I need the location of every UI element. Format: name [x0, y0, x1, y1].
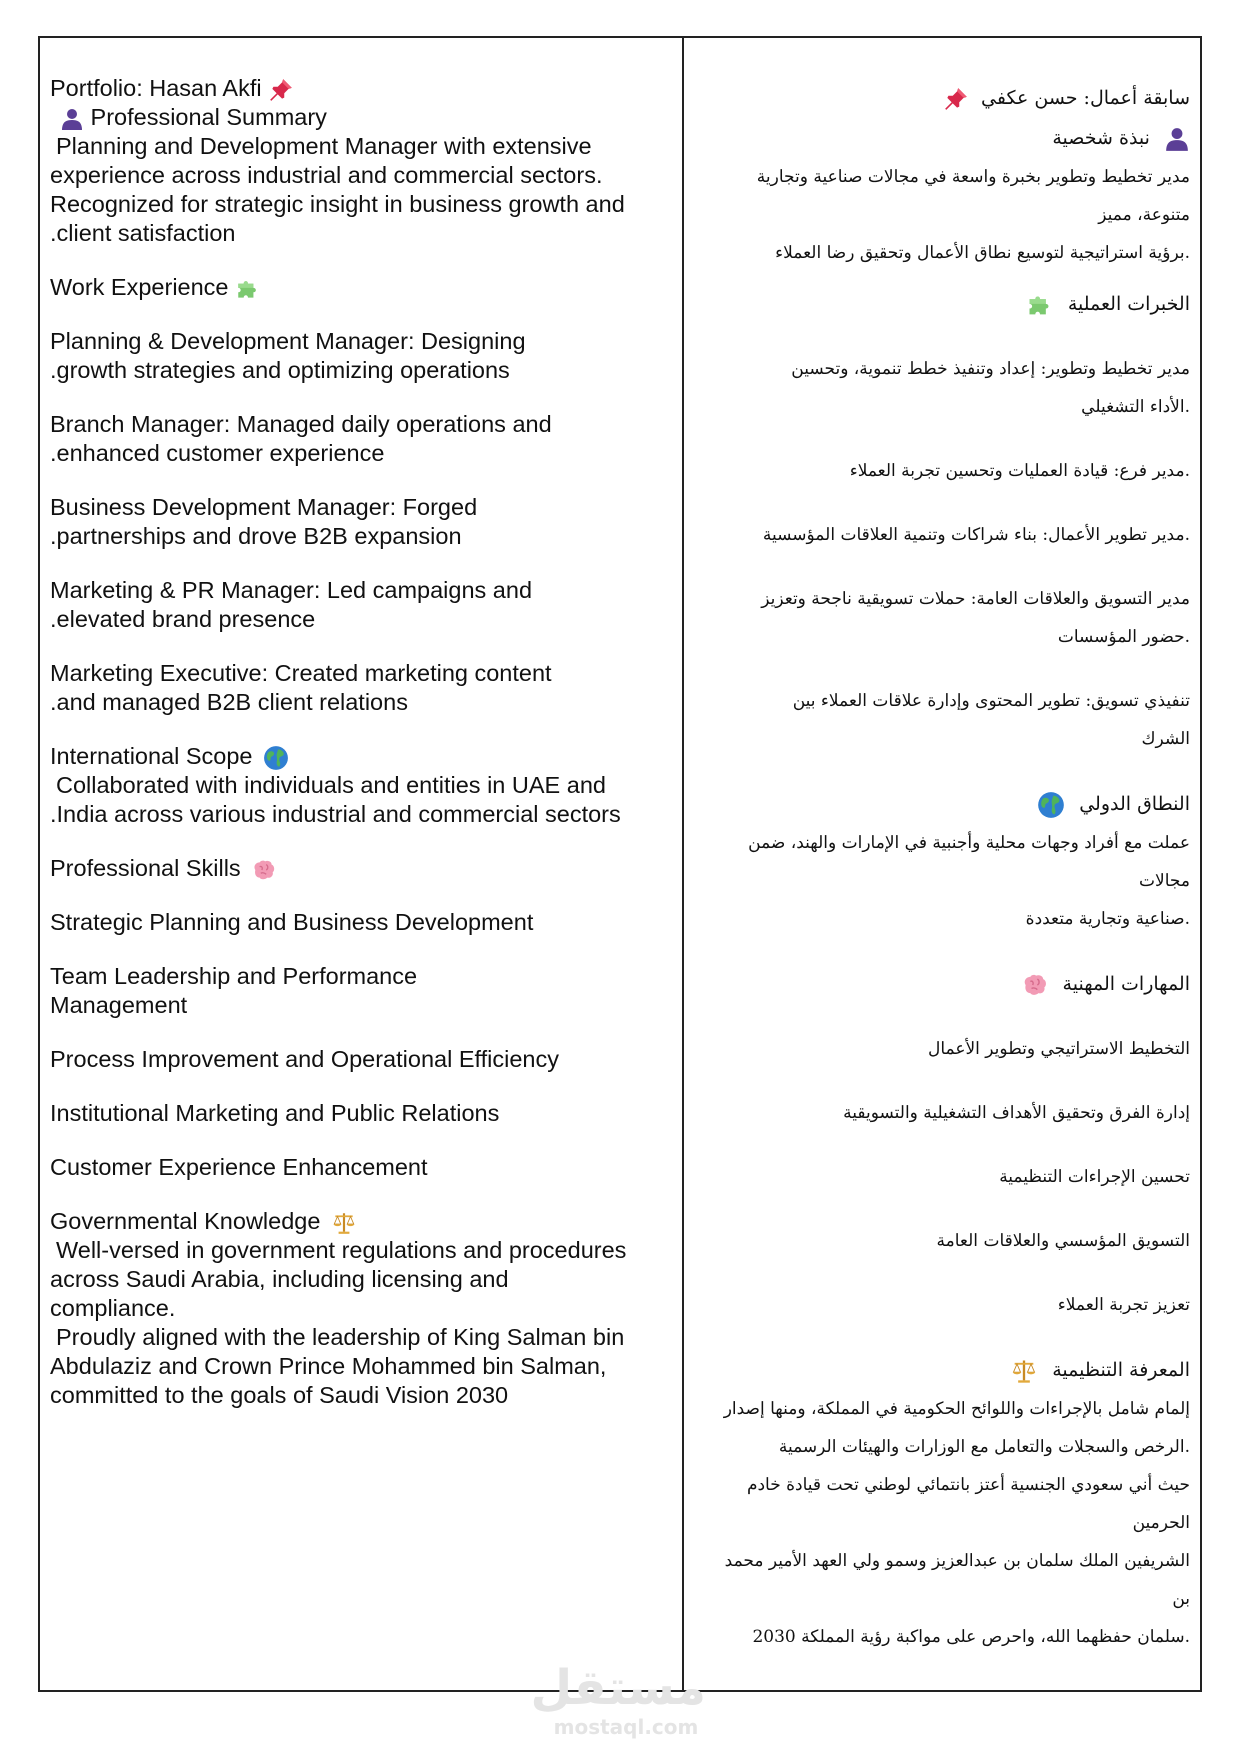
gov-heading-text: Governmental Knowledge	[50, 1208, 321, 1234]
document-frame	[38, 36, 1202, 1692]
arabic-experience-line: تنفيذي تسويق: تطوير المحتوى وإدارة علاقات العملاء بين	[792, 691, 1190, 711]
person-silhouette-icon	[60, 107, 84, 131]
arabic-title-text: سابقة أعمال: حسن عكفي	[981, 87, 1190, 109]
person-silhouette-icon	[1164, 126, 1190, 152]
mostaql-watermark	[530, 1660, 706, 1739]
puzzle-piece-icon	[1026, 291, 1054, 319]
gov-line: compliance.	[50, 1295, 176, 1321]
summary-heading	[50, 103, 670, 132]
arabic-gov-heading	[702, 1350, 1190, 1390]
experience-line: Planning & Development Manager: Designing	[50, 328, 526, 354]
balance-scale-icon	[331, 1210, 357, 1236]
arabic-scope-line: عملت مع أفراد وجهات محلية وأجنبية في الإمارات والهند، ضمن مجالات	[748, 833, 1190, 891]
skill-item: Process Improvement and Operational Efficiency	[50, 1046, 559, 1072]
english-header	[50, 74, 670, 132]
arabic-experience-heading	[702, 284, 1190, 324]
arabic-gov-line: .الرخص والسجلات والتعامل مع الوزارات والهيئات الرسمية	[778, 1437, 1190, 1457]
experience-line: .elevated brand presence	[50, 606, 316, 632]
gov-heading	[50, 1207, 670, 1236]
portfolio-title	[50, 74, 670, 103]
watermark-arabic: مستقل	[530, 1660, 706, 1716]
skill-item: Customer Experience Enhancement	[50, 1154, 428, 1180]
experience-line: .partnerships and drove B2B expansion	[50, 523, 462, 549]
skill-line: Team Leadership and Performance	[50, 963, 418, 989]
skills-heading	[50, 854, 670, 883]
arabic-summary-heading-text: نبذة شخصية	[1052, 127, 1150, 149]
gov-line: committed to the goals of Saudi Vision 2030	[50, 1382, 509, 1408]
arabic-skill-item: إدارة الفرق وتحقيق الأهداف التشغيلية والتسويقية	[843, 1103, 1190, 1123]
experience-line: Marketing & PR Manager: Led campaigns and	[50, 577, 533, 603]
experience-line: Branch Manager: Managed daily operations and	[50, 411, 552, 437]
arabic-experience-line: .مدير تطوير الأعمال: بناء شراكات وتنمية العلاقات المؤسسية	[762, 525, 1190, 545]
arabic-scope-heading	[702, 784, 1190, 824]
experience-line: .and managed B2B client relations	[50, 689, 408, 715]
arabic-scope-heading-text: النطاق الدولي	[1079, 793, 1190, 815]
arabic-scope-paragraph	[702, 824, 1190, 938]
arabic-gov-line: .سلمان حفظهما الله، واحرص على مواكبة رؤية المملكة 2030	[752, 1627, 1190, 1647]
experience-line: .enhanced customer experience	[50, 440, 385, 466]
arabic-gov-heading-text: المعرفة التنظيمية	[1052, 1359, 1190, 1381]
gov-line: Abdulaziz and Crown Prince Mohammed bin Salman,	[50, 1353, 607, 1379]
watermark-latin: mostaql.com	[553, 1715, 699, 1739]
arabic-skill-item: التسويق المؤسسي والعلاقات العامة	[936, 1231, 1190, 1251]
portfolio-title-text: Portfolio: Hasan Akfi	[50, 75, 262, 101]
skill-item	[50, 962, 670, 1020]
skill-item: Institutional Marketing and Public Relations	[50, 1100, 500, 1126]
arabic-skills-heading	[702, 964, 1190, 1004]
arabic-experience-line: مدير تخطيط وتطوير: إعداد وتنفيذ خطط تنموية، وتحسين	[791, 359, 1190, 379]
pushpin-icon	[268, 77, 294, 103]
arabic-skill-item: تعزيز تجربة العملاء	[1057, 1295, 1190, 1315]
experience-heading-text: Work Experience	[50, 274, 229, 300]
arabic-summary-paragraph	[702, 158, 1190, 272]
experience-heading	[50, 273, 670, 302]
experience-line: Marketing Executive: Created marketing content	[50, 660, 552, 686]
scope-heading	[50, 742, 670, 771]
experience-item	[50, 659, 670, 717]
arabic-experience-heading-text: الخبرات العملية	[1067, 293, 1190, 315]
skills-heading-text: Professional Skills	[50, 855, 241, 881]
skill-line: Management	[50, 992, 188, 1018]
globe-icon	[263, 745, 289, 771]
arabic-gov-line: إلمام شامل بالإجراءات واللوائح الحكومية في المملكة، ومنها إصدار	[723, 1399, 1190, 1419]
experience-item	[50, 576, 670, 634]
arabic-scope-line: .صناعية وتجارية متعددة	[1025, 909, 1190, 929]
arabic-experience-line: .مدير فرع: قيادة العمليات وتحسين تجربة العملاء	[849, 461, 1190, 481]
arabic-summary-heading	[702, 118, 1190, 158]
experience-item	[50, 493, 670, 551]
arabic-experience-item	[702, 682, 1190, 758]
arabic-gov-line: حيث أني سعودي الجنسية أعتز بانتمائي لوطني تحت قيادة خادم الحرمين	[746, 1475, 1190, 1533]
arabic-experience-item	[702, 350, 1190, 426]
arabic-portfolio-title	[702, 78, 1190, 118]
brain-icon	[251, 857, 277, 883]
summary-heading-text: Professional Summary	[90, 104, 327, 130]
arabic-gov-line: الشريفين الملك سلمان بن عبدالعزيز وسمو ولي العهد الأمير محمد بن	[724, 1551, 1190, 1609]
summary-line: Recognized for strategic insight in business growth and	[50, 191, 625, 217]
arabic-experience-item	[702, 516, 1190, 554]
summary-line: Planning and Development Manager with extensive	[56, 133, 592, 159]
gov-line: Well-versed in government regulations and procedures	[56, 1237, 627, 1263]
arabic-summary-line: مدير تخطيط وتطوير بخبرة واسعة في مجالات صناعية وتجارية متنوعة، مميز	[756, 167, 1190, 225]
experience-item	[50, 327, 670, 385]
arabic-experience-line: مدير التسويق والعلاقات العامة: حملات تسويقية ناجحة وتعزيز	[761, 589, 1190, 609]
brain-icon	[1021, 971, 1049, 999]
arabic-skills-heading-text: المهارات المهنية	[1062, 973, 1190, 995]
skill-item: Strategic Planning and Business Development	[50, 909, 534, 935]
arabic-experience-item	[702, 452, 1190, 490]
arabic-experience-line: .حضور المؤسسات	[1057, 627, 1190, 647]
gov-line: across Saudi Arabia, including licensing and	[50, 1266, 509, 1292]
arabic-experience-item	[702, 580, 1190, 656]
english-column	[40, 38, 684, 1690]
summary-line: .client satisfaction	[50, 220, 236, 246]
scope-heading-text: International Scope	[50, 743, 253, 769]
arabic-column	[684, 38, 1200, 1690]
globe-icon	[1037, 791, 1065, 819]
pushpin-icon	[943, 86, 969, 112]
scope-section	[50, 742, 670, 829]
summary-paragraph	[50, 132, 670, 248]
gov-line: Proudly aligned with the leadership of King Salman bin	[56, 1324, 625, 1350]
arabic-skill-item: التخطيط الاستراتيجي وتطوير الأعمال	[927, 1039, 1190, 1059]
experience-line: Business Development Manager: Forged	[50, 494, 478, 520]
summary-line: experience across industrial and commercial sectors.	[50, 162, 603, 188]
arabic-experience-line: .الأداء التشغيلي	[1081, 397, 1190, 417]
gov-section	[50, 1207, 670, 1410]
arabic-summary-line: .برؤية استراتيجية لتوسيع نطاق الأعمال وتحقيق رضا العملاء	[775, 243, 1190, 263]
experience-line: .growth strategies and optimizing operations	[50, 357, 510, 383]
arabic-gov-paragraph	[702, 1390, 1190, 1656]
arabic-experience-line: الشرك	[1141, 729, 1190, 749]
balance-scale-icon	[1010, 1357, 1038, 1385]
scope-line: .India across various industrial and commercial sectors	[50, 801, 621, 827]
scope-line: Collaborated with individuals and entities in UAE and	[56, 772, 606, 798]
arabic-skill-item: تحسين الإجراءات التنظيمية	[999, 1167, 1190, 1187]
experience-item	[50, 410, 670, 468]
puzzle-piece-icon	[235, 276, 261, 302]
